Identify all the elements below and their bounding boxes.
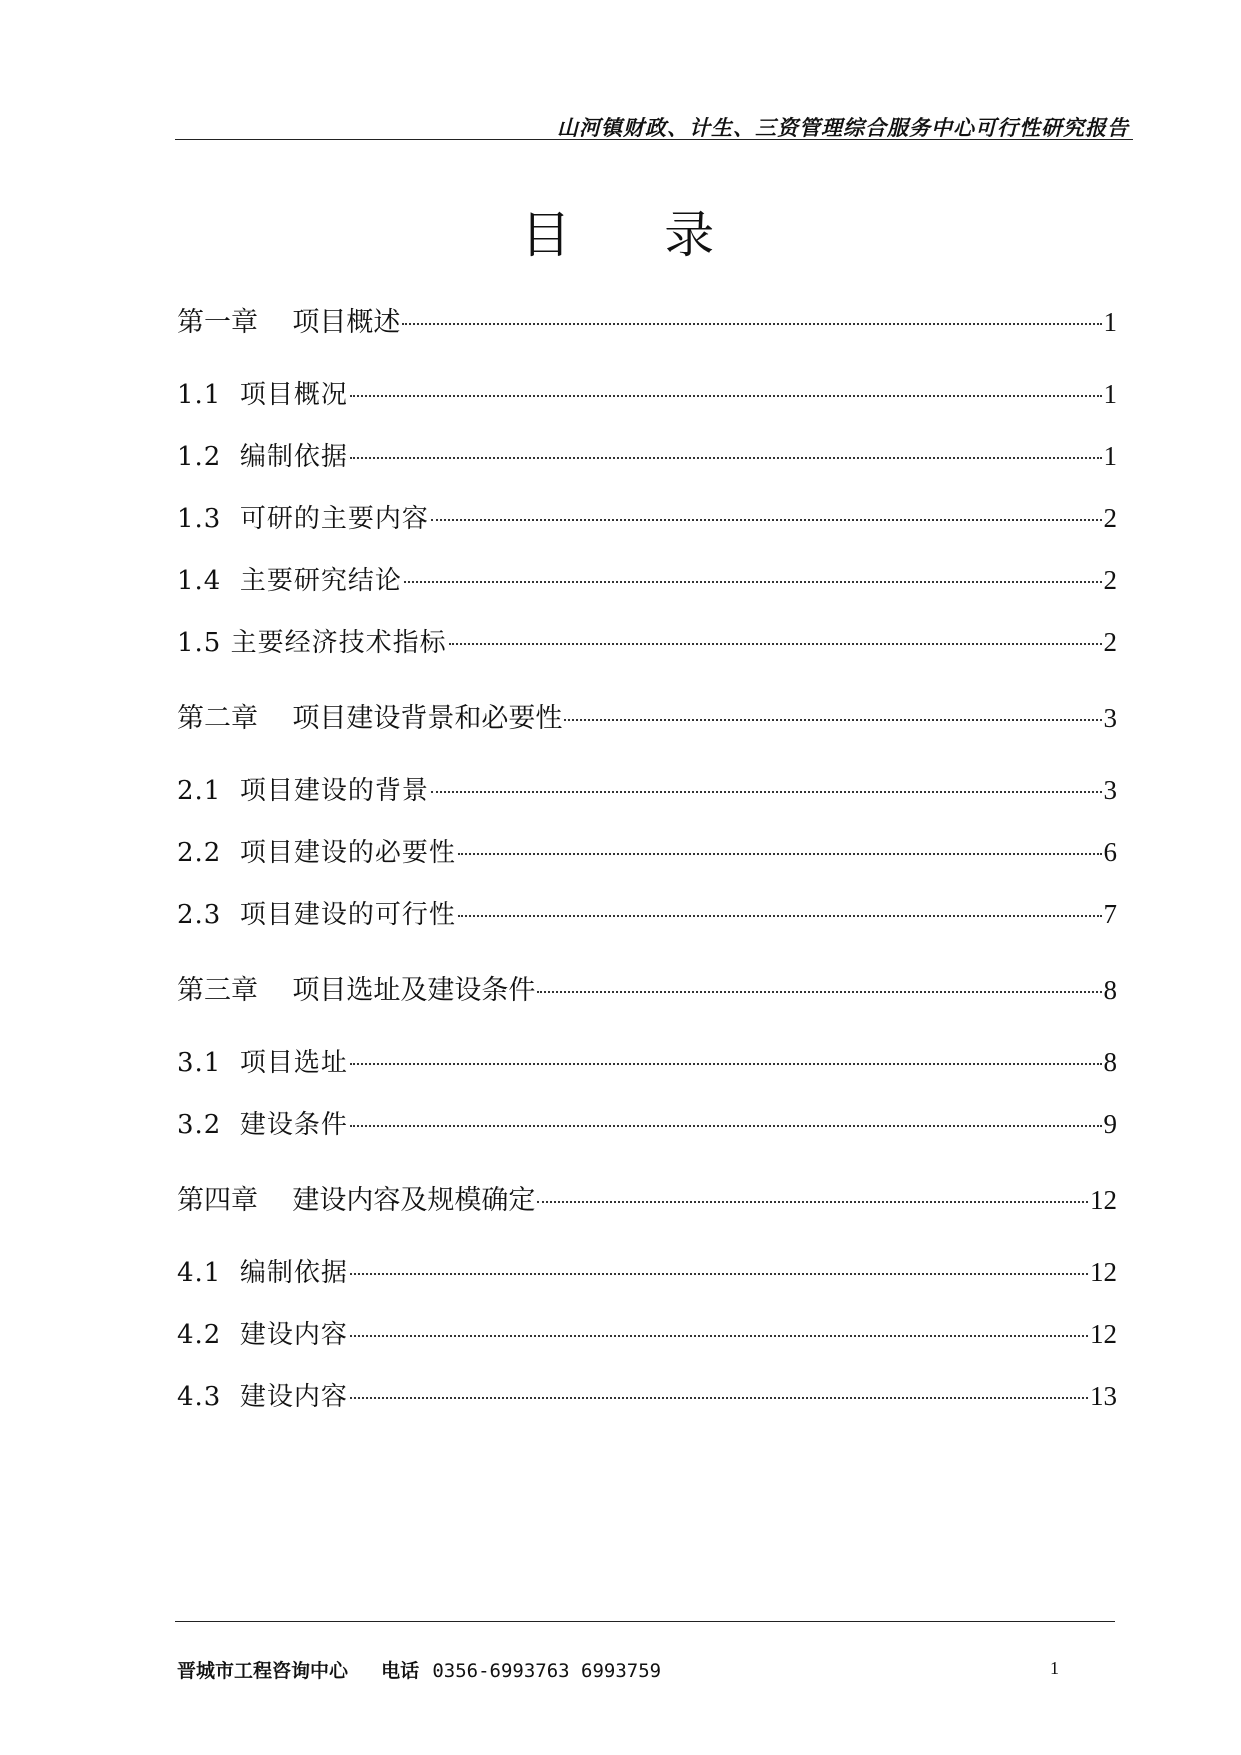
toc-entry-section[interactable] — [177, 622, 1117, 659]
footer-phone-label: 电话 — [381, 1660, 420, 1682]
toc-entry-page-number: 9 — [1103, 1109, 1117, 1139]
toc-entry-page-number: 7 — [1103, 899, 1117, 929]
toc-dot-leader — [458, 835, 1102, 855]
toc-entry-section[interactable] — [177, 374, 1117, 411]
toc-entry-page-number: 6 — [1103, 837, 1117, 867]
toc-entry-page-number: 12 — [1090, 1319, 1117, 1349]
toc-entry-section[interactable] — [177, 1314, 1117, 1351]
toc-entry-label: 4.1 编制依据 — [177, 1258, 348, 1288]
toc-entry-label: 4.2 建设内容 — [177, 1320, 348, 1350]
toc-entry-page-number: 1 — [1103, 441, 1117, 471]
toc-entry-section[interactable] — [177, 1376, 1117, 1413]
toc-entry-label: 3.2 建设条件 — [177, 1110, 348, 1140]
toc-entry-label: 3.1 项目选址 — [177, 1048, 348, 1078]
toc-dot-leader — [537, 973, 1101, 993]
footer-divider — [175, 1621, 1115, 1622]
toc-entry-section[interactable] — [177, 894, 1117, 931]
toc-entry-label: 第一章 项目概述 — [177, 307, 401, 338]
toc-entry-page-number: 12 — [1090, 1185, 1117, 1215]
toc-title: 目 录 — [520, 206, 721, 264]
footer-page-number: 1 — [1050, 1658, 1059, 1678]
toc-entry-section[interactable] — [177, 770, 1117, 807]
toc-entry-section[interactable] — [177, 436, 1117, 473]
toc-entry-page-number: 2 — [1103, 503, 1117, 533]
toc-dot-leader — [350, 1317, 1088, 1337]
toc-entry-label: 2.2 项目建设的必要性 — [177, 838, 456, 868]
footer-org: 晋城市工程咨询中心 — [177, 1660, 349, 1682]
toc-entry-page-number: 3 — [1103, 775, 1117, 805]
toc-entry-page-number: 1 — [1103, 379, 1117, 409]
toc-entry-page-number: 1 — [1103, 307, 1117, 337]
toc-entry-page-number: 13 — [1090, 1381, 1117, 1411]
toc-dot-leader — [350, 377, 1102, 397]
toc-entry-page-number: 8 — [1103, 975, 1117, 1005]
toc-dot-leader — [431, 501, 1102, 521]
running-header: 山河镇财政、计生、三资管理综合服务中心可行性研究报告 — [557, 115, 1129, 140]
toc-entry-section[interactable] — [177, 560, 1117, 597]
toc-entry-label: 第四章 建设内容及规模确定 — [177, 1185, 536, 1216]
toc-dot-leader — [350, 1379, 1088, 1399]
toc-entry-chapter[interactable] — [177, 300, 1117, 339]
toc-dot-leader — [350, 1255, 1088, 1275]
toc-dot-leader — [564, 701, 1101, 721]
toc-entry-label: 1.3 可研的主要内容 — [177, 504, 429, 534]
toc-entry-chapter[interactable] — [177, 696, 1117, 735]
toc-dot-leader — [431, 773, 1102, 793]
toc-entry-page-number: 2 — [1103, 627, 1117, 657]
toc-entry-label: 1.1 项目概况 — [177, 380, 348, 410]
toc-entry-chapter[interactable] — [177, 1178, 1117, 1217]
footer-info — [177, 1656, 661, 1683]
toc-entry-label: 第二章 项目建设背景和必要性 — [177, 703, 563, 734]
header-divider — [175, 139, 1133, 140]
toc-entry-section[interactable] — [177, 832, 1117, 869]
toc-dot-leader — [449, 625, 1102, 645]
toc-entry-label: 2.3 项目建设的可行性 — [177, 900, 456, 930]
toc-entry-label: 第三章 项目选址及建设条件 — [177, 975, 536, 1006]
toc-dot-leader — [402, 305, 1101, 325]
toc-dot-leader — [458, 897, 1102, 917]
toc-entry-page-number: 3 — [1103, 703, 1117, 733]
toc-entry-label: 1.4 主要研究结论 — [177, 566, 402, 596]
toc-entry-section[interactable] — [177, 1104, 1117, 1141]
toc-entry-label: 1.2 编制依据 — [177, 442, 348, 472]
toc-dot-leader — [350, 1107, 1102, 1127]
toc-entry-label: 4.3 建设内容 — [177, 1382, 348, 1412]
toc-entry-chapter[interactable] — [177, 968, 1117, 1007]
toc-entry-section[interactable] — [177, 498, 1117, 535]
toc-entry-section[interactable] — [177, 1042, 1117, 1079]
footer-phone-numbers: 0356-6993763 6993759 — [432, 1660, 662, 1682]
toc-entry-label: 1.5 主要经济技术指标 — [177, 628, 447, 658]
toc-entry-page-number: 2 — [1103, 565, 1117, 595]
toc-entry-section[interactable] — [177, 1252, 1117, 1289]
toc-entry-label: 2.1 项目建设的背景 — [177, 776, 429, 806]
toc-dot-leader — [404, 563, 1102, 583]
toc-entry-page-number: 12 — [1090, 1257, 1117, 1287]
toc-dot-leader — [537, 1183, 1088, 1203]
toc-dot-leader — [350, 439, 1102, 459]
toc-dot-leader — [350, 1045, 1102, 1065]
toc-entry-page-number: 8 — [1103, 1047, 1117, 1077]
